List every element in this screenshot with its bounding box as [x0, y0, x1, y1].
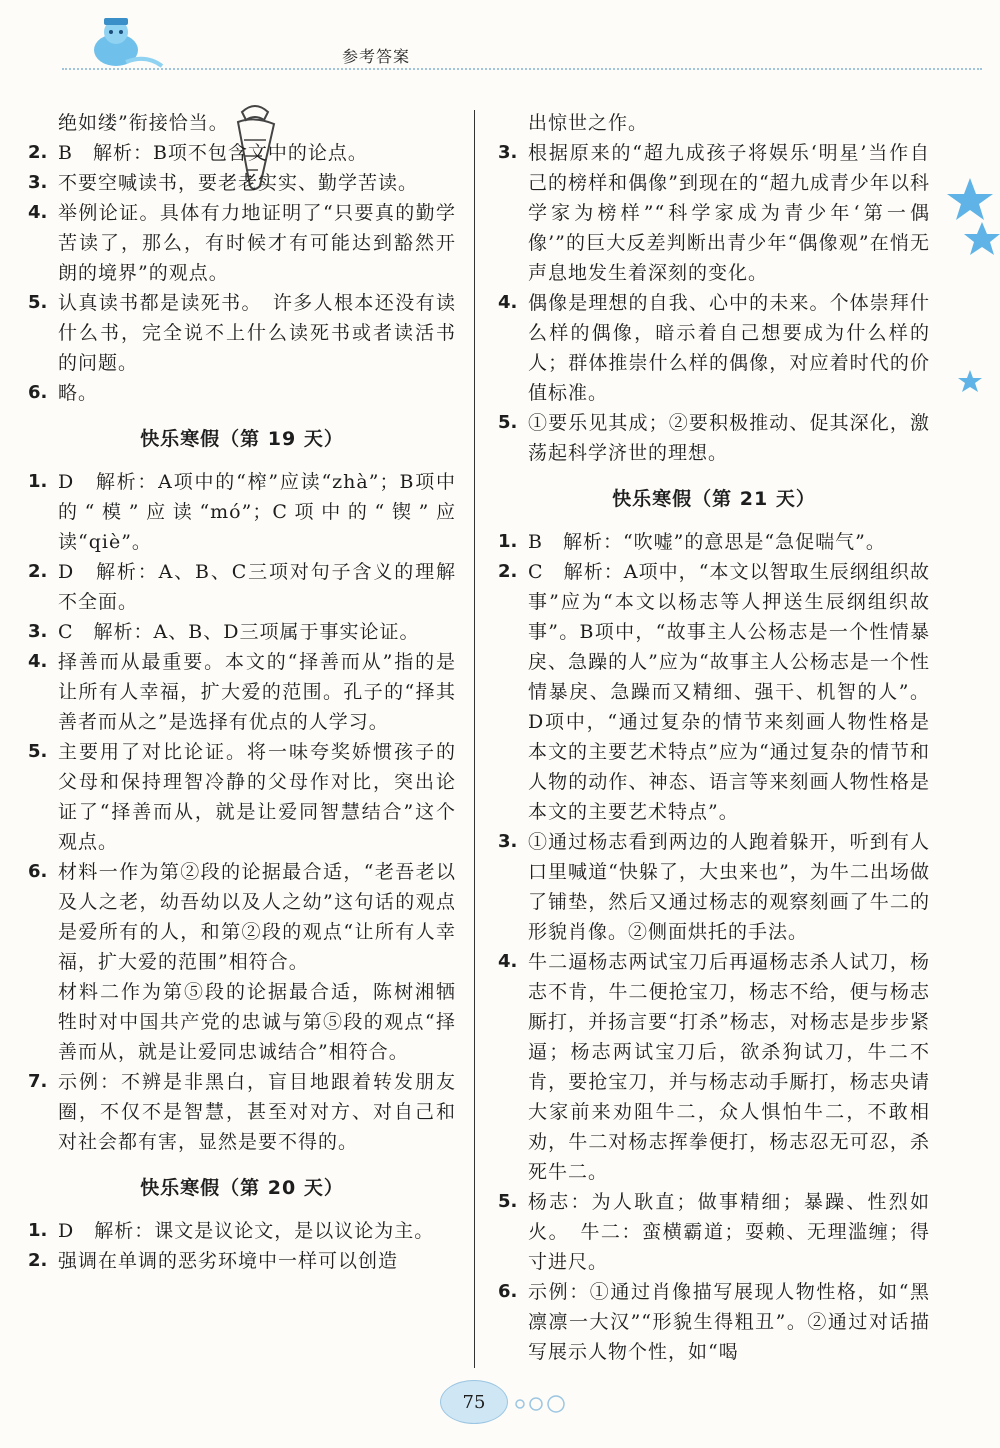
answer-item: 1. D 解析：A项中的“榨”应读“zhà”；B项中的“模”应读“mó”；C项中的“锲”应读“qiè”。 [28, 471, 456, 553]
answer-item: 5. 主要用了对比论证。将一味夸奖娇惯孩子的父母和保持理智冷静的父母作对比，突出论证了“择善而从，就是让爱同智慧结合”这个观点。 [28, 741, 456, 853]
answer-item: 绝如缕”衔接恰当。 [58, 112, 229, 134]
header-divider [62, 68, 982, 70]
answer-item: 3. 根据原来的“超九成孩子将娱乐‘明星’当作自己的榜样和偶像”到现在的“超九成青少年以科学家为榜样”“科学家成为青少年‘第一偶像’”的巨大反差判断出青少年“偶像观”在悄无声息地发生着深刻的变化。 [498, 142, 930, 284]
page-title: 参考答案 [342, 47, 411, 66]
section-title-day19: 快乐寒假（第 19 天） [140, 428, 344, 450]
answer-item: 3. 不要空喊读书，要老老实实、勤学苦读。 [28, 172, 419, 194]
answer-item: 2. 强调在单调的恶劣环境中一样可以创造 [28, 1250, 399, 1272]
right-column [498, 108, 930, 1367]
star-icon [958, 370, 982, 392]
mascot-icon [86, 10, 164, 70]
star-icon [947, 178, 993, 220]
star-icon [964, 222, 1000, 255]
answer-item: 1. D 解析：课文是议论文，是以议论为主。 [28, 1220, 435, 1242]
answer-list-20 [28, 1216, 456, 1276]
answer-list-18 [28, 108, 456, 408]
answer-item: 材料二作为第⑤段的论据最合适，陈树湘牺牲时对中国共产党的忠诚与第⑤段的观点“择善而从，就是让爱同忠诚结合”相符合。 [58, 981, 456, 1063]
footer-decoration [512, 1392, 572, 1416]
section-title-day20: 快乐寒假（第 20 天） [140, 1177, 344, 1199]
answer-item: 3. ①通过杨志看到两边的人跑着躲开，听到有人口里喊道“快躲了，大虫来也”，为牛二出场做了铺垫，然后又通过杨志的观察刻画了牛二的形貌肖像。②侧面烘托的手法。 [498, 831, 930, 943]
answer-item: 4. 择善而从最重要。本文的“择善而从”指的是让所有人幸福，扩大爱的范围。孔子的“择其善者而从之”是选择有优点的人学习。 [28, 651, 456, 733]
answer-item: 2. B 解析：B项不包含文中的论点。 [28, 142, 368, 164]
answer-item: 5. 认真读书都是读死书。 许多人根本还没有读什么书，完全说不上什么读死书或者读活书的问题。 [28, 292, 456, 374]
answer-list-19 [28, 467, 456, 1157]
answer-item: 6. 材料一作为第②段的论据最合适，“老吾老以及人之老，幼吾幼以及人之幼”这句话的观点是爱所有的人，和第②段的观点“让所有人幸福，扩大爱的范围”相符合。 [28, 861, 456, 973]
answer-item: 3. C 解析：A、B、D三项属于事实论证。 [28, 621, 420, 643]
answer-list-20-cont [498, 108, 930, 468]
answer-item: 1. B 解析：“吹嘘”的意思是“急促喘气”。 [498, 531, 886, 553]
answer-item: 5. ①要乐见其成；②要积极推动、促其深化，激荡起科学济世的理想。 [498, 412, 930, 464]
page-header [0, 0, 1000, 110]
answer-item: 出惊世之作。 [528, 112, 649, 134]
answer-list-21 [498, 527, 930, 1367]
left-column [28, 108, 456, 1276]
answer-item: 2. D 解析：A、B、C三项对句子含义的理解不全面。 [28, 561, 456, 613]
page-number: 75 [440, 1380, 508, 1424]
section-title-day21: 快乐寒假（第 21 天） [612, 488, 816, 510]
answer-item: 7. 示例：不辨是非黑白，盲目地跟着转发朋友圈，不仅不是智慧，甚至对对方、对自己和对社会都有害，显然是要不得的。 [28, 1071, 456, 1153]
answer-item: 5. 杨志：为人耿直；做事精细；暴躁、性烈如火。 牛二：蛮横霸道；耍赖、无理滥缠；得寸进尺。 [498, 1191, 930, 1273]
answer-item: 4. 牛二逼杨志两试宝刀后再逼杨志杀人试刀，杨志不肯，牛二便抢宝刀，杨志不给，便与杨志厮打，并扬言要“打杀”杨志，对杨志是步步紧逼；杨志两试宝刀后，欲杀狗试刀，牛二不肯，要抢宝刀，并与杨志动手厮打，杨志央请大家前来劝阻牛二，众人惧怕牛二，不敢相劝，牛二对杨志挥拳便打，杨志忍无可忍，杀死牛二。 [498, 951, 930, 1183]
star-decoration [930, 170, 1000, 400]
answer-item: 4. 偶像是理想的自我、心中的未来。个体崇拜什么样的偶像，暗示着自己想要成为什么样的人；群体推崇什么样的偶像，对应着时代的价值标准。 [498, 292, 930, 404]
answer-item: 6. 略。 [28, 382, 99, 404]
answer-item: 4. 举例论证。具体有力地证明了“只要真的勤学苦读了，那么，有时候才有可能达到豁然开朗的境界”的观点。 [28, 202, 456, 284]
answer-item: 6. 示例：①通过肖像描写展现人物性格，如“黑凛凛一大汉”“形貌生得粗丑”。②通过对话描写展示人物个性，如“喝 [498, 1281, 930, 1363]
answer-item: 2. C 解析：A项中，“本文以智取生辰纲组织故事”应为“本文以杨志等人押送生辰纲组织故事”。B项中，“故事主人公杨志是一个性情暴戾、急躁的人”应为“故事主人公杨志是一个性情暴戾、急躁而又精细、强干、机智的人”。D项中，“通过复杂的情节来刻画人物性格是本文的主要艺术特点”应为“通过复杂的情节和人物的动作、神态、语言等来刻画人物性格是本文的主要艺术特点”。 [498, 561, 930, 823]
column-divider [474, 110, 475, 1368]
